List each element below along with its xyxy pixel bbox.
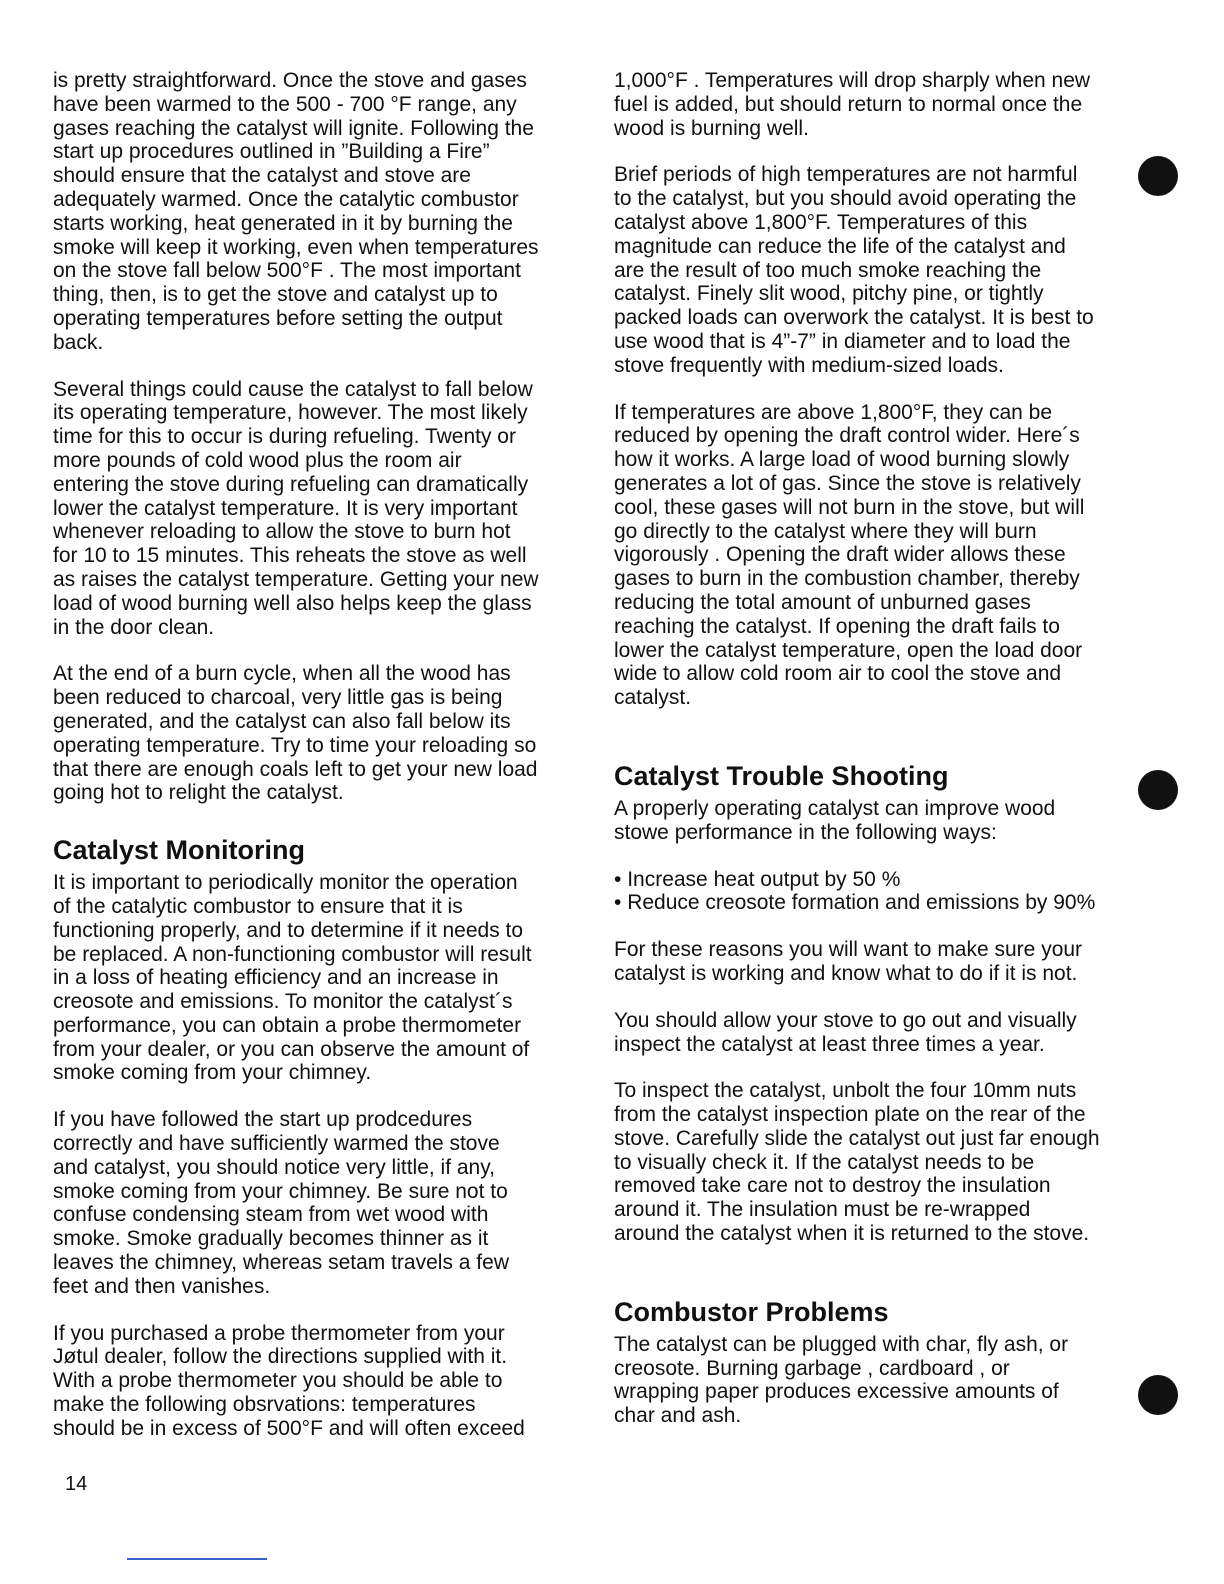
scan-artifact-line <box>127 1558 267 1560</box>
left-paragraph-1: is pretty straightforward. Once the stove and gases have been warmed to the 500 - 700 °F range, any gases reaching the catalyst will ignite. Following the start up procedures outlined in ”Building a Fire” should ensure that the catalyst and stove are adequately warmed. Once the catalytic combustor starts working, heat generated in it by burning the smoke will keep it working, even when temperatures on the stove fall below 500°F . The most important thing, then, is to get the stove and catalyst up to operating temperatures before setting the output back. <box>53 69 539 354</box>
left-paragraph-4: It is important to periodically monitor the operation of the catalytic combustor to ensure that it is functioning properly, and to determine if it needs to be replaced. A non-functioning combustor will result in a loss of heating efficiency and an increase in creosote and emissions. To monitor the catalyst´s performance, you can obtain a probe thermometer from your dealer, or you can observe the amount of smoke coming from your chimney. <box>53 871 532 1085</box>
list-item: • Increase heat output by 50 % <box>614 868 1144 892</box>
binder-hole-bottom <box>1138 1375 1178 1415</box>
right-column <box>614 69 1144 1428</box>
left-paragraph-2: Several things could cause the catalyst to fall below its operating temperature, however. The most likely time for this to occur is during refueling. Twenty or more pounds of cold wood plus the room air entering the stove during refueling can dramatically lower the catalyst temperature. It is very important whenever reloading to allow the stove to burn hot for 10 to 15 minutes. This reheats the stove as well as raises the catalyst temperature. Getting your new load of wood burning well also helps keep the glass in the door clean. <box>53 377 539 639</box>
page-number: 14 <box>65 1473 88 1495</box>
right-paragraph-1: 1,000°F . Temperatures will drop sharply when new fuel is added, but should return to normal once the wood is burning well. <box>614 69 1091 140</box>
heading-catalyst-trouble-shooting: Catalyst Trouble Shooting <box>614 760 949 791</box>
list-item: • Reduce creosote formation and emissions by 90% <box>614 891 1144 915</box>
left-column <box>53 69 578 1441</box>
benefits-list <box>614 868 1144 916</box>
left-paragraph-6: If you purchased a probe thermometer from your Jøtul dealer, follow the directions supplied with it. With a probe thermometer you should be able to make the following obsrvations: temperatures should be in excess of 500°F and will often exceed <box>53 1321 525 1440</box>
right-paragraph-7: To inspect the catalyst, unbolt the four 10mm nuts from the catalyst inspection plate on the rear of the stove. Carefully slide the catalyst out just far enough to visually check it. If the catalyst needs to be removed take care not to destroy the insulation around it. The insulation must be re-wrapped around the catalyst when it is returned to the stove. <box>614 1079 1100 1246</box>
heading-catalyst-monitoring: Catalyst Monitoring <box>53 835 306 866</box>
left-paragraph-5: If you have followed the start up prodcedures correctly and have sufficiently warmed the stove and catalyst, you should notice very little, if any, smoke coming from your chimney. Be sure not to confuse condensing steam from wet wood with smoke. Smoke gradually becomes thinner as it leaves the chimney, whereas setam travels a few feet and then vanishes. <box>53 1108 509 1298</box>
right-paragraph-5: For these reasons you will want to make sure your catalyst is working and know what to do if it is not. <box>614 938 1083 985</box>
left-paragraph-3: At the end of a burn cycle, when all the wood has been reduced to charcoal, very little gas is being generated, and the catalyst can also fall below its operating temperature. Try to time your reloading so that there are enough coals left to get your new load going hot to relight the catalyst. <box>53 662 538 805</box>
right-paragraph-8: The catalyst can be plugged with char, fly ash, or creosote. Burning garbage , cardboard , or wrapping paper produces excessive amounts of char and ash. <box>614 1332 1069 1428</box>
binder-hole-middle <box>1138 770 1178 810</box>
heading-combustor-problems: Combustor Problems <box>614 1296 889 1327</box>
binder-hole-top <box>1138 156 1178 196</box>
right-paragraph-3: If temperatures are above 1,800°F, they can be reduced by opening the draft control wider. Here´s how it works. A large load of wood burning slowly generates a lot of gas. Since the stove is relatively cool, these gases will not burn in the stove, but will go directly to the catalyst where they will burn vigorously . Opening the draft wider allows these gases to burn in the combustion chamber, thereby reducing the total amount of unburned gases reaching the catalyst. If opening the draft fails to lower the catalyst temperature, open the load door wide to allow cold room air to cool the stove and catalyst. <box>614 400 1085 710</box>
right-paragraph-2: Brief periods of high temperatures are not harmful to the catalyst, but you should avoid operating the catalyst above 1,800°F. Temperatures of this magnitude can reduce the life of the catalyst and are the result of too much smoke reaching the catalyst. Finely slit wood, pitchy pine, or tightly packed loads can overwork the catalyst. It is best to use wood that is 4”-7” in diameter and to load the stove frequently with medium-sized loads. <box>614 163 1094 377</box>
right-paragraph-6: You should allow your stove to go out and visually inspect the catalyst at least three times a year. <box>614 1008 1077 1056</box>
right-paragraph-4: A properly operating catalyst can improve wood stowe performance in the following ways: <box>614 796 1056 844</box>
